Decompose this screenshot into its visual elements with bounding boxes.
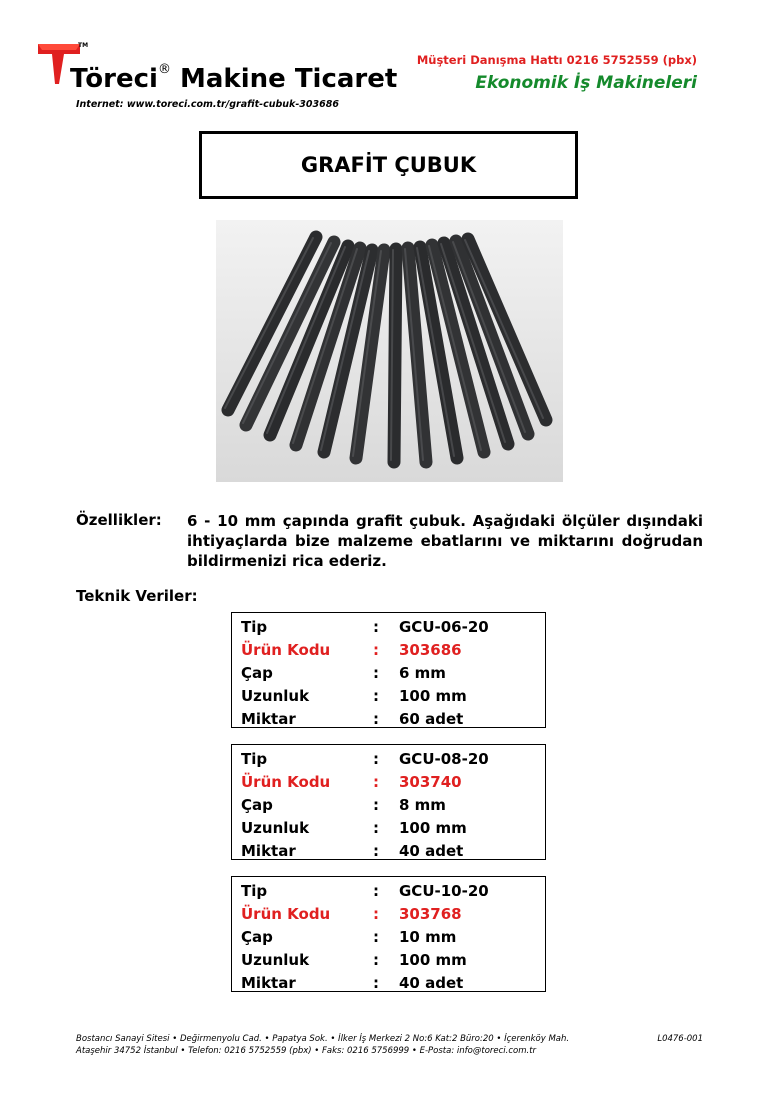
- footer-address-line-1: Bostancı Sanayi Sitesi • Değirmenyolu Cad. • Papatya Sok. • İlker İş Merkezi 2 No:6 Kat:2 Büro:20 • İçerenköy Mah.: [76, 1034, 570, 1044]
- spec-key: Uzunluk: [241, 950, 310, 969]
- features-label: Özellikler:: [76, 511, 162, 529]
- spec-colon: :: [373, 617, 379, 636]
- features-text: 6 - 10 mm çapında grafit çubuk. Aşağıdaki ölçüler dışındaki ihtiyaçlarda bize malzeme ebatlarını ve miktarını doğrudan bildirmenizi rica ederiz.: [187, 512, 703, 570]
- graphite-rods-photo: [216, 220, 563, 482]
- spec-colon: :: [373, 709, 379, 728]
- spec-key: Tip: [241, 749, 268, 768]
- spec-colon: :: [373, 640, 379, 659]
- customer-hotline: Müşteri Danışma Hattı 0216 5752559 (pbx): [416, 53, 697, 67]
- spec-row-quantity: [241, 839, 545, 862]
- brand-name-rest: Makine Ticaret: [170, 64, 398, 94]
- spec-table-2: [231, 744, 546, 860]
- spec-value: 303686: [399, 640, 462, 659]
- spec-colon: :: [373, 881, 379, 900]
- spec-colon: :: [373, 950, 379, 969]
- spec-row-type: [241, 879, 545, 902]
- spec-key: Uzunluk: [241, 686, 310, 705]
- spec-key: Çap: [241, 663, 273, 682]
- spec-key: Miktar: [241, 709, 296, 728]
- spec-row-product-code: [241, 902, 545, 925]
- spec-row-type: [241, 747, 545, 770]
- spec-key: Çap: [241, 795, 273, 814]
- spec-key: Miktar: [241, 841, 296, 860]
- spec-key: Ürün Kodu: [241, 772, 331, 791]
- spec-value: 40 adet: [399, 973, 464, 992]
- spec-key: Ürün Kodu: [241, 904, 331, 923]
- spec-key: Tip: [241, 617, 268, 636]
- spec-value: 100 mm: [399, 950, 467, 969]
- spec-value: GCU-08-20: [399, 749, 489, 768]
- technical-data-label: Teknik Veriler:: [76, 587, 198, 605]
- spec-value: 60 adet: [399, 709, 464, 728]
- spec-colon: :: [373, 818, 379, 837]
- spec-table-1: [231, 612, 546, 728]
- spec-key: Uzunluk: [241, 818, 310, 837]
- spec-value: 303768: [399, 904, 462, 923]
- brand-name: [70, 64, 397, 94]
- footer: [76, 1033, 706, 1057]
- footer-address-line-2: Ataşehir 34752 İstanbul • Telefon: 0216 5752559 (pbx) • Faks: 0216 5756999 • E-Posta: info@toreci.com.tr: [76, 1046, 537, 1056]
- spec-key: Ürün Kodu: [241, 640, 331, 659]
- spec-row-diameter: [241, 925, 545, 948]
- spec-row-type: [241, 615, 545, 638]
- spec-value: 40 adet: [399, 841, 464, 860]
- spec-key: Miktar: [241, 973, 296, 992]
- spec-row-length: [241, 816, 545, 839]
- brand-name-first: Töreci: [70, 64, 158, 94]
- registered-mark: ®: [157, 62, 171, 77]
- spec-colon: :: [373, 663, 379, 682]
- spec-colon: :: [373, 795, 379, 814]
- trademark-mark: TM: [78, 42, 89, 49]
- document-code: L0476-001: [657, 1034, 703, 1044]
- spec-key: Tip: [241, 881, 268, 900]
- spec-table-3: [231, 876, 546, 992]
- spec-value: 100 mm: [399, 686, 467, 705]
- spec-value: 303740: [399, 772, 462, 791]
- spec-value: 6 mm: [399, 663, 446, 682]
- spec-row-quantity: [241, 971, 545, 994]
- spec-row-length: [241, 684, 545, 707]
- company-slogan: Ekonomik İş Makineleri: [475, 73, 697, 93]
- spec-row-quantity: [241, 707, 545, 730]
- spec-colon: :: [373, 904, 379, 923]
- spec-row-diameter: [241, 661, 545, 684]
- spec-colon: :: [373, 749, 379, 768]
- spec-colon: :: [373, 841, 379, 860]
- product-title: GRAFİT ÇUBUK: [300, 153, 477, 177]
- spec-row-product-code: [241, 770, 545, 793]
- spec-value: 100 mm: [399, 818, 467, 837]
- spec-value: GCU-10-20: [399, 881, 489, 900]
- internet-address: Internet: www.toreci.com.tr/grafit-cubuk-303686: [76, 99, 339, 110]
- spec-row-diameter: [241, 793, 545, 816]
- spec-value: GCU-06-20: [399, 617, 489, 636]
- spec-value: 8 mm: [399, 795, 446, 814]
- spec-value: 10 mm: [399, 927, 457, 946]
- spec-colon: :: [373, 686, 379, 705]
- spec-key: Çap: [241, 927, 273, 946]
- spec-row-product-code: [241, 638, 545, 661]
- product-title-box: [199, 131, 578, 199]
- spec-colon: :: [373, 927, 379, 946]
- spec-colon: :: [373, 973, 379, 992]
- spec-colon: :: [373, 772, 379, 791]
- spec-row-length: [241, 948, 545, 971]
